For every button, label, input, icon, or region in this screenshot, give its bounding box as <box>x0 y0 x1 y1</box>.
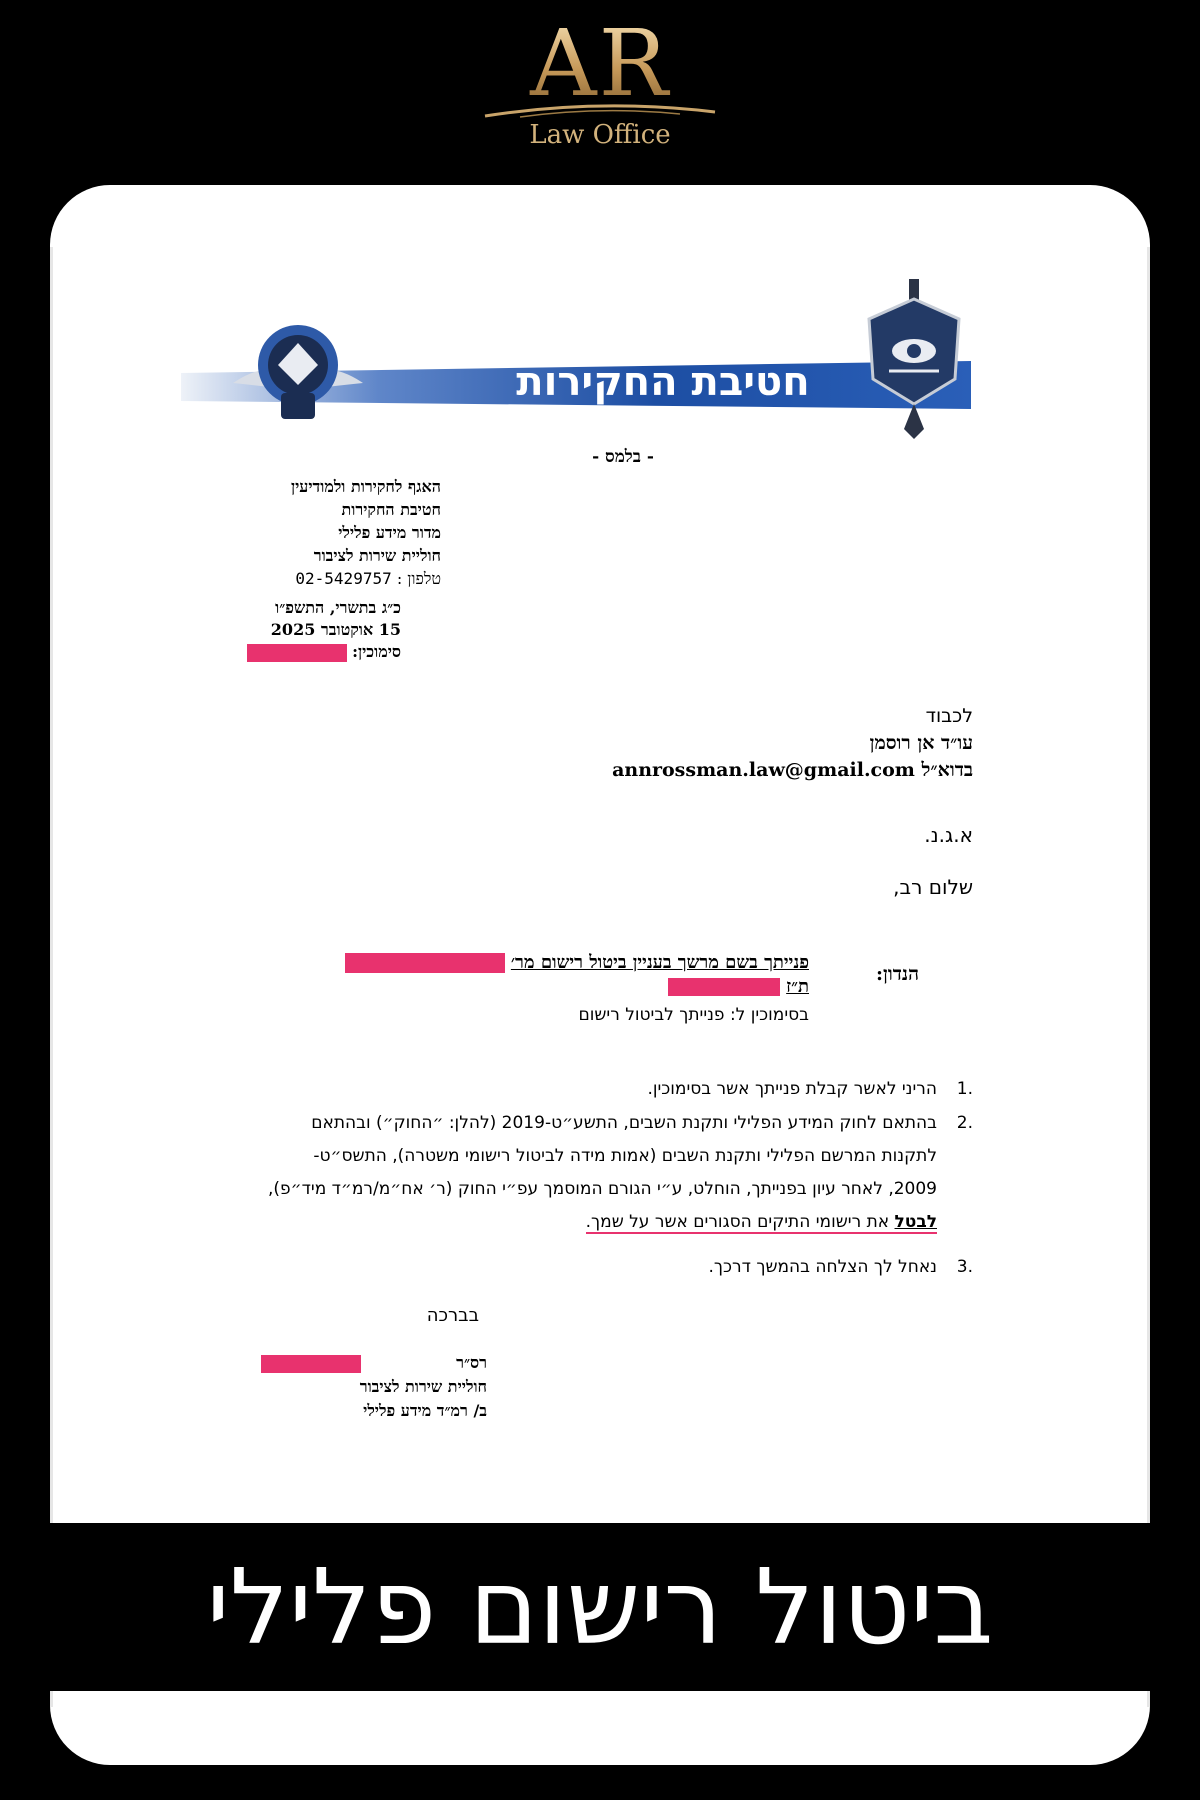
salutation-agn: א.ג.נ. <box>924 823 973 847</box>
paragraph-2 <box>73 1107 973 1239</box>
phone-number: 02-5429757 <box>295 569 392 588</box>
paragraph-line <box>73 1107 973 1140</box>
paragraph-text: נאחל לך הצלחה בהמשך דרכך. <box>708 1257 937 1277</box>
department-line: מדור מידע פלילי <box>338 523 441 542</box>
caption-banner <box>50 1523 1150 1691</box>
paragraph-line: 2009, לאחר עיון בפנייתך, הוחלט, ע״י הגורם המוסמך עפ״י החוק (ר׳ אח״מ/רמ״ד מיד״פ), <box>268 1179 937 1199</box>
subject-id-label: ת״ז <box>786 976 809 997</box>
redaction-mark <box>247 644 347 662</box>
hebrew-date: כ״ג בתשרי, התשפ״ו <box>275 598 401 617</box>
brand-swoosh-icon <box>480 102 720 120</box>
redaction-mark <box>261 1355 361 1373</box>
reference-label: סימוכין: <box>352 642 401 661</box>
date-block <box>171 597 401 663</box>
paragraph-1 <box>73 1073 973 1106</box>
paragraph-text: בהתאם לחוק המידע הפלילי ותקנת השבים, התשע״ט-2019 (להלן: ״החוק״) ובהתאם <box>311 1113 937 1133</box>
document-card <box>50 185 1150 1765</box>
department-block <box>181 475 441 590</box>
police-wings-emblem-icon <box>223 313 373 433</box>
caption-text: ביטול רישום פלילי <box>206 1546 994 1668</box>
subject-text: פנייתך בשם מרשך בעניין ביטול רישום מר׳ <box>510 952 809 973</box>
to-label: לכבוד <box>925 705 973 727</box>
highlighted-decision <box>586 1212 937 1234</box>
redaction-mark <box>345 953 505 973</box>
decision-text: את רישומי התיקים הסגורים אשר על שמך. <box>585 1212 890 1232</box>
brand-logo <box>0 10 1200 150</box>
brand-mark: AR <box>0 18 1200 110</box>
recipient-email: annrossman.law@gmail.com <box>612 759 915 781</box>
paragraph-number: .1 <box>956 1079 973 1099</box>
department-line: חטיבת החקירות <box>341 500 441 519</box>
paragraph-3 <box>73 1251 973 1284</box>
greeting: שלום רב, <box>893 875 973 899</box>
department-line: חוליית שירות לציבור <box>313 546 441 565</box>
closing-blessing: בברכה <box>426 1305 479 1326</box>
email-label: בדוא״ל <box>921 759 973 781</box>
subject-label: הנדון: <box>876 963 919 985</box>
classification-label: - בלמס - <box>592 447 654 467</box>
signature-role: ב/ רמ״ד מידע פלילי <box>363 1401 487 1420</box>
paragraph-number: .3 <box>956 1257 973 1277</box>
cancel-word: לבטל <box>894 1212 937 1232</box>
signature-rank: רס״ר <box>456 1353 487 1372</box>
brand-subtitle: Law Office <box>529 120 671 150</box>
header-title: חטיבת החקירות <box>516 359 810 405</box>
redaction-mark <box>668 978 780 996</box>
signature-unit: חוליית שירות לציבור <box>359 1377 487 1396</box>
department-line: האגף לחקירות ולמודיעין <box>291 477 441 496</box>
signature-block <box>187 1351 487 1423</box>
signature-rank-line <box>187 1351 487 1375</box>
subject-line <box>169 951 809 975</box>
letter-page <box>50 247 1150 1707</box>
paragraph-line: לתקנות המרשם הפלילי ותקנת השבים (אמות מידה לביטול רישומי משטרה), התשס״ט- <box>313 1146 937 1166</box>
phone-label: טלפון : <box>396 569 441 588</box>
recipient-block <box>373 703 973 784</box>
gregorian-date: 15 אוקטובר 2025 <box>270 620 401 639</box>
phone-line <box>181 567 441 590</box>
paragraph-text: הריני לאשר קבלת פנייתך אשר בסימוכין. <box>647 1079 937 1099</box>
recipient-name: עו״ד אן רוסמן <box>869 732 973 754</box>
subject-line <box>169 975 809 999</box>
reference-line <box>171 641 401 663</box>
subject-reference: בסימוכין ל: פנייתך לביטול רישום <box>578 1005 809 1025</box>
investigations-emblem-icon <box>859 279 969 439</box>
subject-block <box>169 951 809 999</box>
recipient-email-line <box>373 757 973 784</box>
paragraph-number: .2 <box>956 1113 973 1133</box>
paragraph-line <box>73 1206 973 1239</box>
